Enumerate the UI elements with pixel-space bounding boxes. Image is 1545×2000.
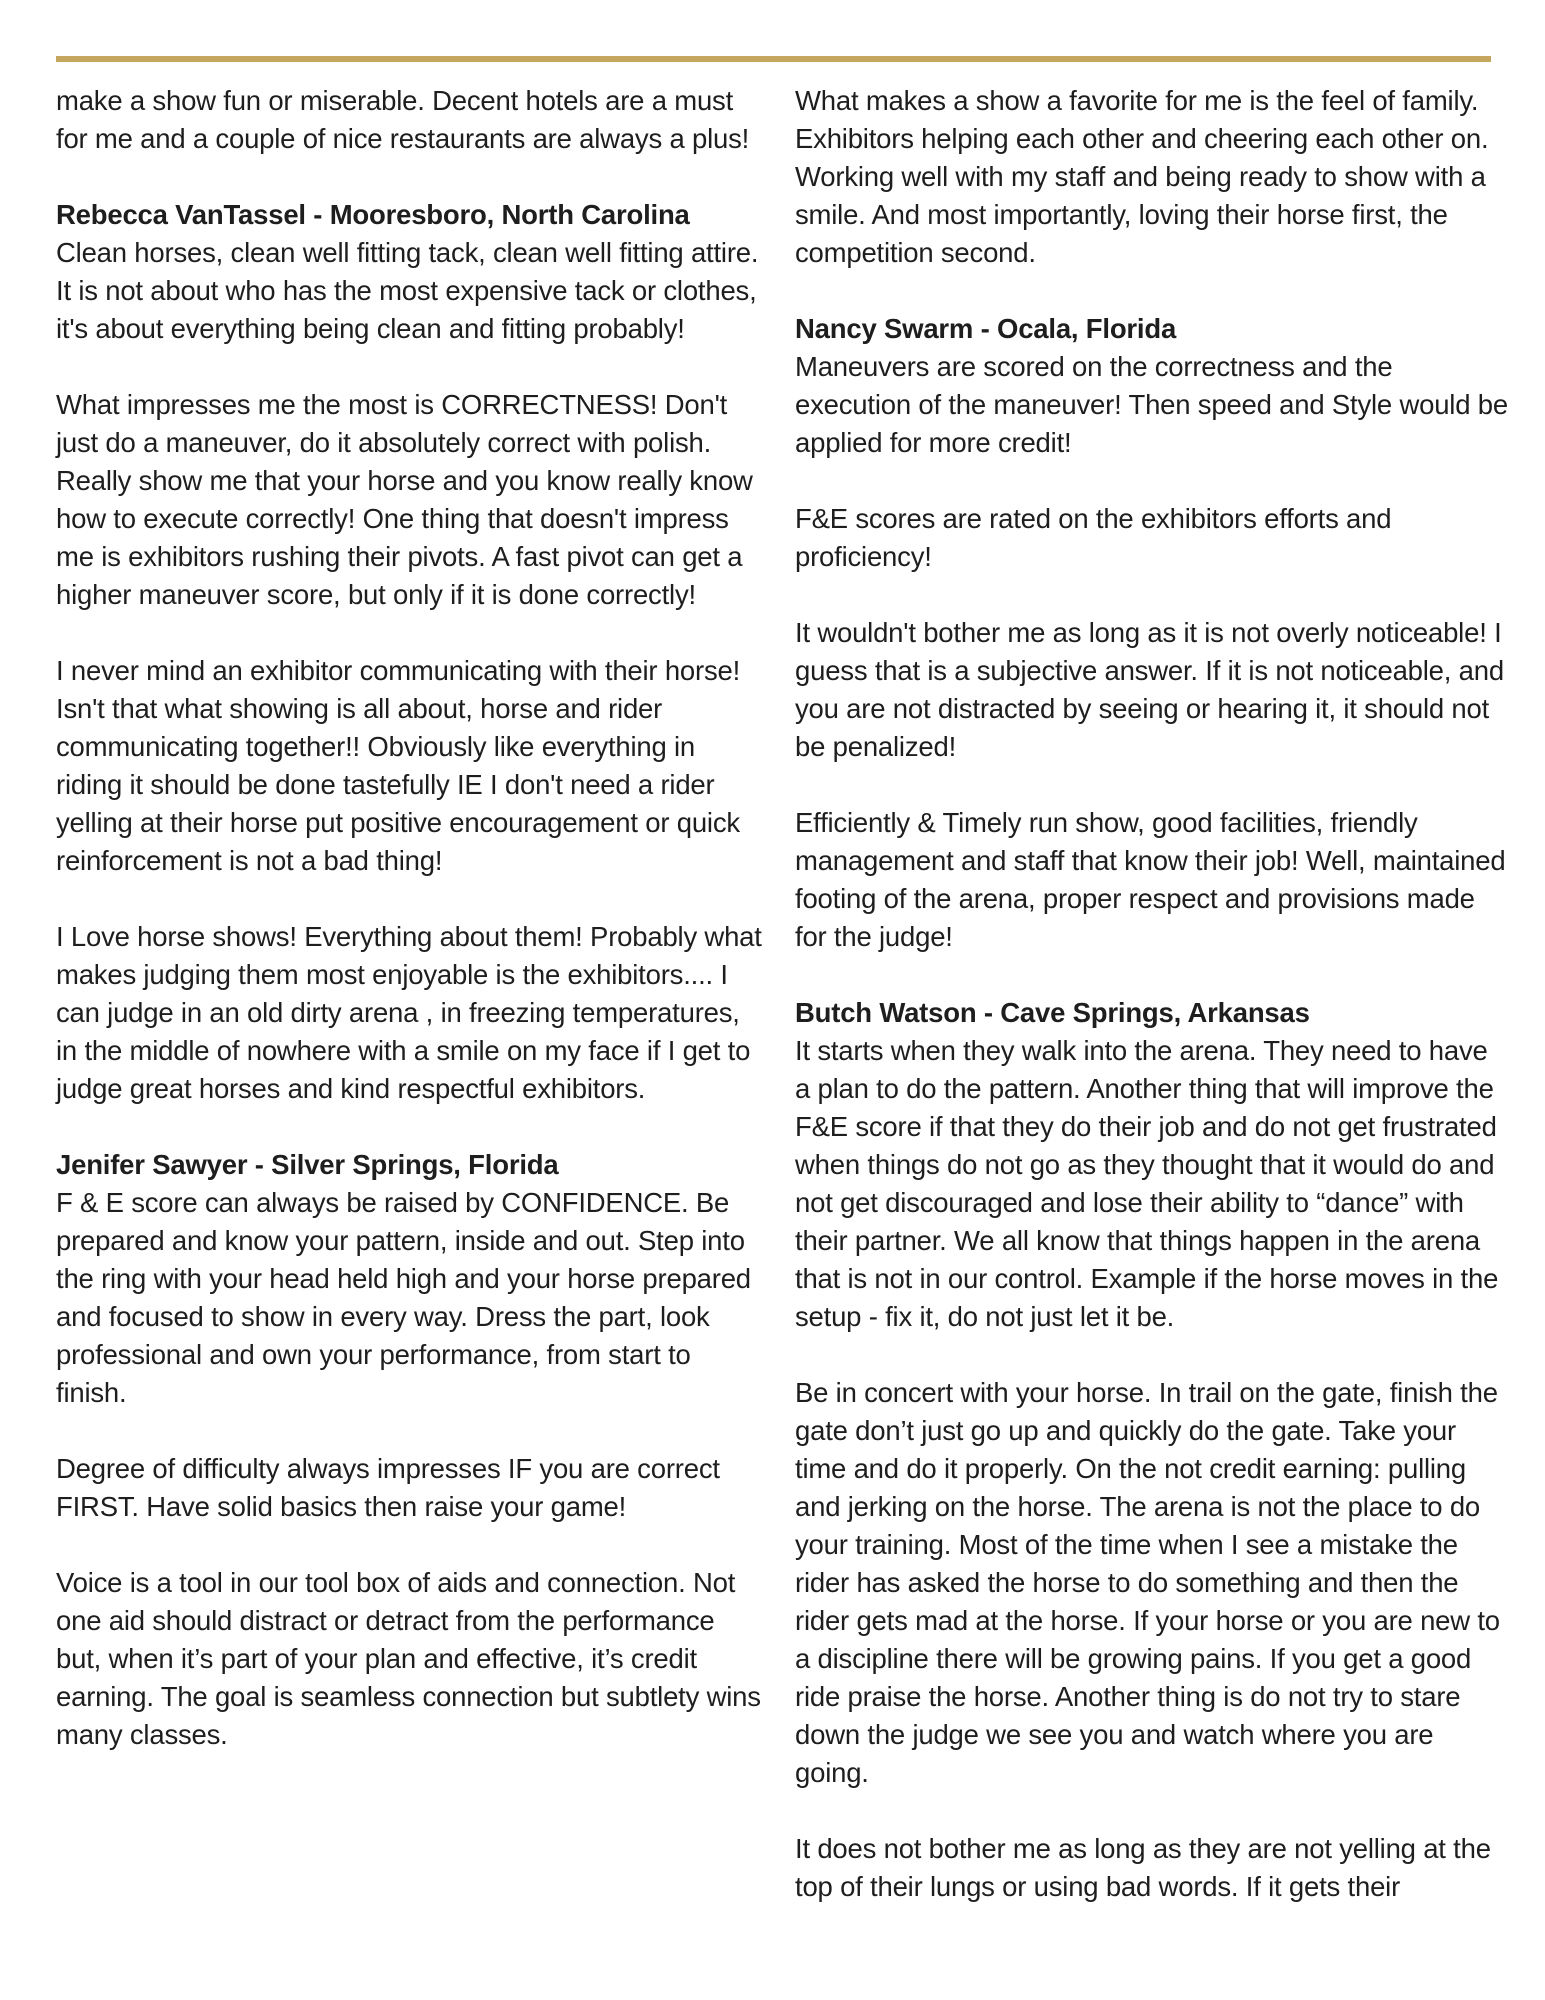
rebecca-paragraph-1: Clean horses, clean well fitting tack, clean well fitting attire. It is not about who has the most expensive tack or clothes, it's about everything being clean and fitting probably! bbox=[56, 237, 759, 344]
rebecca-paragraph-3: I never mind an exhibitor communicating with their horse! Isn't that what showing is all about, horse and rider communicating together!! Obviously like everything in riding it should be done tastefully IE I don't need a rider yelling at their horse put positive encouragement or quick reinforcement is not a bad thing! bbox=[56, 655, 741, 876]
jenifer-heading: Jenifer Sawyer - Silver Springs, Florida bbox=[56, 1149, 559, 1180]
top-gold-rule bbox=[56, 56, 1491, 62]
nancy-paragraph-1: Maneuvers are scored on the correctness and the execution of the maneuver! Then speed and Style would be applied for more credit! bbox=[795, 351, 1508, 458]
right-column bbox=[795, 82, 1510, 1944]
family-paragraph: What makes a show a favorite for me is the feel of family. Exhibitors helping each other and cheering each other on. Working well with my staff and being ready to show with a smile. And most importantly, loving their horse first, the competition second. bbox=[795, 85, 1489, 268]
jenifer-section bbox=[56, 1146, 766, 1412]
rebecca-paragraph-4: I Love horse shows! Everything about them! Probably what makes judging them most enjoyable is the exhibitors.... I can judge in an old dirty arena , in freezing temperatures, in the middle of nowhere with a smile on my face if I get to judge great horses and kind respectful exhibitors. bbox=[56, 921, 762, 1104]
butch-paragraph-2: Be in concert with your horse. In trail on the gate, finish the gate don’t just go up and quickly do the gate. Take your time and do it properly. On the not credit earning: pulling and jerking on the horse. The arena is not the place to do your training. Most of the time when I see a mistake the rider has asked the horse to do something and then the rider gets mad at the horse. If your horse or you are new to a discipline there will be growing pains. If you get a good ride praise the horse. Another thing is do not try to stare down the judge we see you and watch where you are going. bbox=[795, 1377, 1500, 1788]
rebecca-heading: Rebecca VanTassel - Mooresboro, North Carolina bbox=[56, 199, 690, 230]
nancy-paragraph-3: It wouldn't bother me as long as it is not overly noticeable! I guess that is a subjective answer. If it is not noticeable, and you are not distracted by seeing or hearing it, it should not be penalized! bbox=[795, 617, 1504, 762]
butch-paragraph-3: It does not bother me as long as they are not yelling at the top of their lungs or using bad words. If it gets their bbox=[795, 1833, 1491, 1902]
jenifer-paragraph-2: Degree of difficulty always impresses IF you are correct FIRST. Have solid basics then raise your game! bbox=[56, 1453, 720, 1522]
rebecca-paragraph-2: What impresses me the most is CORRECTNESS! Don't just do a maneuver, do it absolutely correct with polish. Really show me that your horse and you know really know how to execute correctly! One thing that doesn't impress me is exhibitors rushing their pivots. A fast pivot can get a higher maneuver score, but only if it is done correctly! bbox=[56, 389, 753, 610]
jenifer-paragraph-3: Voice is a tool in our tool box of aids and connection. Not one aid should distract or detract from the performance but, when it’s part of your plan and effective, it’s credit earning. The goal is seamless connection but subtlety wins many classes. bbox=[56, 1567, 761, 1750]
nancy-paragraph-4: Efficiently & Timely run show, good facilities, friendly management and staff that know their job! Well, maintained footing of the arena, proper respect and provisions made for the judge! bbox=[795, 807, 1506, 952]
nancy-heading: Nancy Swarm - Ocala, Florida bbox=[795, 313, 1177, 344]
nancy-section bbox=[795, 310, 1510, 462]
butch-section bbox=[795, 994, 1510, 1336]
left-column bbox=[56, 82, 766, 1792]
intro-paragraph: make a show fun or miserable. Decent hotels are a must for me and a couple of nice restaurants are always a plus! bbox=[56, 85, 750, 154]
rebecca-section bbox=[56, 196, 766, 348]
jenifer-paragraph-1: F & E score can always be raised by CONFIDENCE. Be prepared and know your pattern, inside and out. Step into the ring with your head held high and your horse prepared and focused to show in every way. Dress the part, look professional and own your performance, from start to finish. bbox=[56, 1187, 751, 1408]
butch-paragraph-1: It starts when they walk into the arena. They need to have a plan to do the pattern. Another thing that will improve the F&E score if that they do their job and do not get frustrated when things do not go as they thought that it would do and not get discouraged and lose their ability to “dance” with their partner. We all know that things happen in the arena that is not in our control. Example if the horse moves in the setup - fix it, do not just let it be. bbox=[795, 1035, 1499, 1332]
butch-heading: Butch Watson - Cave Springs, Arkansas bbox=[795, 997, 1310, 1028]
nancy-paragraph-2: F&E scores are rated on the exhibitors efforts and proficiency! bbox=[795, 503, 1392, 572]
